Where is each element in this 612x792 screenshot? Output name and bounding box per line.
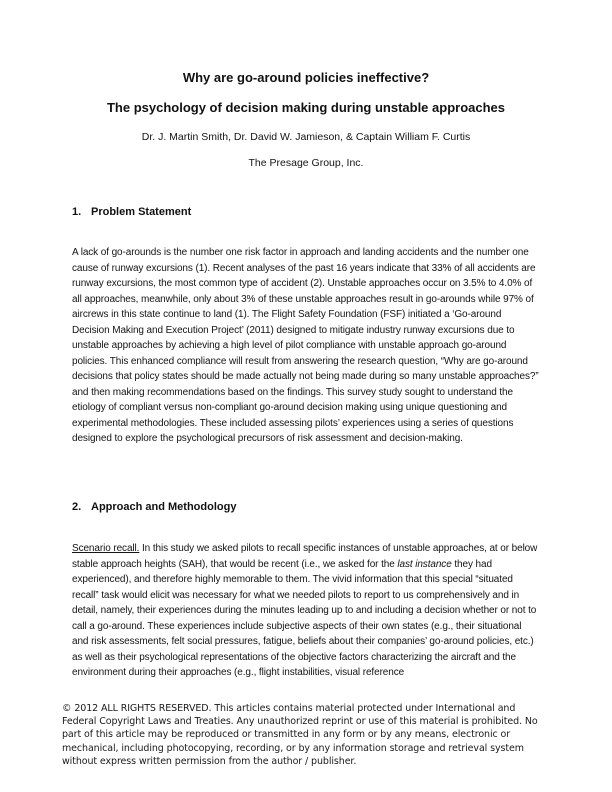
section-1-number: 1.	[72, 206, 82, 218]
section-2-number: 2.	[72, 501, 82, 513]
document-title-line1: Why are go-around policies ineffective?	[182, 70, 430, 85]
authors-line: Dr. J. Martin Smith, Dr. David W. Jamieson, & Captain William F. Curtis	[141, 131, 471, 143]
document-title-line2: The psychology of decision making during unstable approaches	[106, 100, 505, 115]
section-1-paragraph: A lack of go-arounds is the number one risk factor in approach and landing accidents and the number one cause of runway excursions (1). Recent analyses of the past 16 years indicate that 33% of all accidents are runway excursions, the most common type of accident (2). Unstable approaches occur on 3.5% to 4.0% of all approaches, meanwhile, only about 3% of these unstable approaches result in go-arounds while 97% of aircrews in this state continue to land (1). The Flight Safety Foundation (FSF) initiated a ‘Go-around Decision Making and Execution Project’ (2011) designed to mitigate industry runway excursions due to unstable approaches by achieving a high level of pilot compliance with unstable approach go-around policies. This enhanced compliance will result from answering the research question, “Why are go-around decisions that policy states should be made actually not being made during so many unstable approaches?” and then making recommendations based on the findings. This survey study sought to understand the etiology of compliant versus non-compliant go-around decision making using unique questioning and experimental methodologies. These included assessing pilots’ experiences using a series of questions designed to explore the psychological precursors of risk assessment and decision-making.	[72, 247, 539, 444]
affiliation-line: The Presage Group, Inc.	[248, 157, 364, 169]
section-2-heading	[72, 500, 540, 514]
section-1-heading	[72, 205, 540, 219]
section-2-paragraph: Scenario recall. In this study we asked pilots to recall specific instances of unstable approaches, at or below stable approach heights (SAH), that would be recent (i.e., we asked for the last instance they had experienced), and therefore highly memorable to them. The vivid information that this special “situated recall” task would elicit was necessary for what we needed pilots to report to us comprehensively and in detail, namely, their experiences during the minutes leading up to and including a decision whether or not to call a go-around. These experiences include subjective aspects of their own states (e.g., their situational and risk assessments, felt social pressures, fatigue, beliefs about their companies’ go-around policies, etc.) as well as their psychological representations of the objective factors characterizing the aircraft and the environment during their approaches (e.g., flight instabilities, visual reference	[72, 543, 538, 678]
section-1-title: Problem Statement	[91, 206, 192, 218]
copyright-notice: © 2012 ALL RIGHTS RESERVED. This articles contains material protected under International and Federal Copyright Laws and Treaties. Any unauthorized reprint or use of this material is prohibited. No part of this article may be reproduced or transmitted in any form or by any means, electronic or mechanical, including photocopying, recording, or by any information storage and retrieval system without express written permission from the author / publisher.	[62, 702, 538, 767]
section-2-title: Approach and Methodology	[91, 501, 237, 513]
